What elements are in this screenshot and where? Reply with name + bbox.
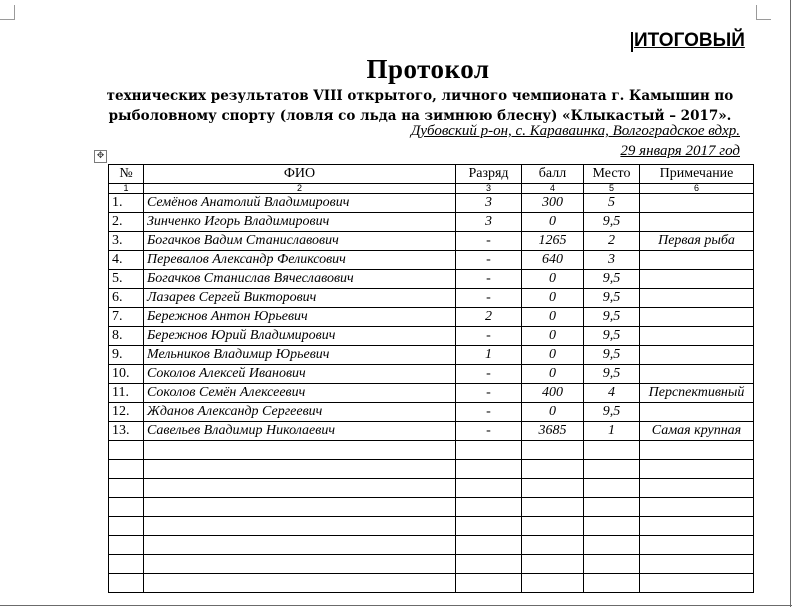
empty-cell[interactable] [640, 517, 754, 536]
table-row [109, 308, 754, 327]
column-number[interactable]: 5 [584, 184, 640, 194]
move-icon[interactable]: ✥ [94, 150, 107, 163]
cell-place[interactable]: 2 [584, 232, 640, 251]
margin-corner-top-left [0, 5, 15, 20]
cell-name[interactable]: Мельников Владимир Юрьевич [144, 346, 456, 365]
cell-score[interactable]: 0 [522, 403, 584, 422]
empty-cell[interactable] [584, 498, 640, 517]
cell-score[interactable]: 0 [522, 308, 584, 327]
document-subtitle[interactable]: технических результатов VIII открытого, личного чемпионата г. Камышин по рыболовному спорту (ловля со льда на зимнюю блесну) «Клыкастый – 2017». [106, 88, 734, 124]
cell-rank[interactable]: - [456, 384, 522, 403]
empty-cell[interactable] [522, 460, 584, 479]
table-row [109, 289, 754, 308]
cell-score[interactable]: 0 [522, 213, 584, 232]
empty-cell[interactable] [584, 555, 640, 574]
cell-rank[interactable]: - [456, 327, 522, 346]
cell-name[interactable]: Жданов Александр Сергеевич [144, 403, 456, 422]
col-header-rank[interactable]: Разряд [456, 165, 522, 184]
text-cursor [631, 32, 633, 52]
empty-cell[interactable] [522, 536, 584, 555]
cell-note[interactable] [640, 251, 754, 270]
cell-name[interactable]: Соколов Алексей Иванович [144, 365, 456, 384]
cell-rank[interactable]: - [456, 365, 522, 384]
empty-cell[interactable] [456, 441, 522, 460]
cell-score[interactable]: 640 [522, 251, 584, 270]
table-row [109, 251, 754, 270]
cell-note[interactable] [640, 346, 754, 365]
cell-rank[interactable]: - [456, 289, 522, 308]
empty-cell[interactable] [456, 498, 522, 517]
cell-number[interactable]: 1. [109, 194, 144, 213]
empty-table-row [109, 574, 754, 593]
empty-table-row [109, 555, 754, 574]
event-location[interactable]: Дубовский р-он, с. Караваинка, Волгоградское вдхр. [410, 123, 740, 139]
cell-number[interactable]: 5. [109, 270, 144, 289]
empty-table-row [109, 479, 754, 498]
cell-number[interactable]: 6. [109, 289, 144, 308]
column-number[interactable]: 6 [640, 184, 754, 194]
cell-rank[interactable]: - [456, 422, 522, 441]
cell-number[interactable]: 10. [109, 365, 144, 384]
table-row [109, 403, 754, 422]
cell-score[interactable]: 0 [522, 365, 584, 384]
empty-cell[interactable] [109, 536, 144, 555]
cell-place[interactable]: 9,5 [584, 346, 640, 365]
cell-rank[interactable]: - [456, 232, 522, 251]
empty-cell[interactable] [144, 460, 456, 479]
empty-cell[interactable] [584, 479, 640, 498]
cell-number[interactable]: 9. [109, 346, 144, 365]
empty-cell[interactable] [456, 517, 522, 536]
table-row [109, 422, 754, 441]
cell-note[interactable] [640, 365, 754, 384]
cell-place[interactable]: 9,5 [584, 308, 640, 327]
column-number[interactable]: 1 [109, 184, 144, 194]
empty-cell[interactable] [109, 574, 144, 593]
empty-cell[interactable] [144, 574, 456, 593]
cell-note[interactable] [640, 194, 754, 213]
cell-score[interactable]: 0 [522, 289, 584, 308]
cell-number[interactable]: 13. [109, 422, 144, 441]
empty-cell[interactable] [584, 574, 640, 593]
cell-score[interactable]: 0 [522, 270, 584, 289]
empty-cell[interactable] [109, 555, 144, 574]
table-row [109, 270, 754, 289]
cell-rank[interactable]: 3 [456, 194, 522, 213]
column-number[interactable]: 3 [456, 184, 522, 194]
cell-place[interactable]: 1 [584, 422, 640, 441]
cell-rank[interactable]: 2 [456, 308, 522, 327]
cell-number[interactable]: 12. [109, 403, 144, 422]
empty-table-row [109, 517, 754, 536]
table-body [109, 194, 754, 593]
cell-name[interactable]: Бережнов Юрий Владимирович [144, 327, 456, 346]
empty-cell[interactable] [640, 498, 754, 517]
page-edge-bottom [0, 605, 792, 606]
empty-cell[interactable] [456, 536, 522, 555]
col-header-place[interactable]: Место [584, 165, 640, 184]
cell-name[interactable]: Савельев Владимир Николаевич [144, 422, 456, 441]
empty-cell[interactable] [640, 574, 754, 593]
empty-cell[interactable] [109, 479, 144, 498]
col-header-note[interactable]: Примечание [640, 165, 754, 184]
empty-cell[interactable] [144, 536, 456, 555]
cell-number[interactable]: 2. [109, 213, 144, 232]
empty-cell[interactable] [640, 555, 754, 574]
cell-score[interactable]: 0 [522, 346, 584, 365]
col-header-number[interactable]: № [109, 165, 144, 184]
cell-rank[interactable]: - [456, 251, 522, 270]
column-number[interactable]: 4 [522, 184, 584, 194]
empty-cell[interactable] [522, 517, 584, 536]
empty-table-row [109, 441, 754, 460]
cell-name[interactable]: Бережнов Антон Юрьевич [144, 308, 456, 327]
empty-cell[interactable] [522, 441, 584, 460]
margin-corner-top-right [756, 5, 771, 20]
cell-score[interactable]: 400 [522, 384, 584, 403]
final-label[interactable]: ИТОГОВЫЙ [634, 30, 745, 51]
table-row [109, 232, 754, 251]
empty-cell[interactable] [456, 574, 522, 593]
empty-cell[interactable] [144, 555, 456, 574]
cell-place[interactable]: 9,5 [584, 270, 640, 289]
empty-cell[interactable] [109, 441, 144, 460]
cell-note[interactable]: Самая крупная [640, 422, 754, 441]
cell-name[interactable]: Богачков Вадим Станиславович [144, 232, 456, 251]
col-header-score[interactable]: балл [522, 165, 584, 184]
cell-place[interactable]: 9,5 [584, 213, 640, 232]
empty-cell[interactable] [109, 498, 144, 517]
cell-place[interactable]: 9,5 [584, 403, 640, 422]
empty-cell[interactable] [456, 479, 522, 498]
table-row [109, 384, 754, 403]
cell-number[interactable]: 3. [109, 232, 144, 251]
cell-name[interactable]: Семёнов Анатолий Владимирович [144, 194, 456, 213]
empty-cell[interactable] [456, 555, 522, 574]
empty-table-row [109, 498, 754, 517]
cell-place[interactable]: 4 [584, 384, 640, 403]
empty-cell[interactable] [144, 517, 456, 536]
cell-note[interactable] [640, 270, 754, 289]
table-row [109, 327, 754, 346]
cell-note[interactable] [640, 289, 754, 308]
empty-cell[interactable] [522, 574, 584, 593]
results-table [108, 164, 754, 593]
table-row [109, 194, 754, 213]
empty-cell[interactable] [522, 498, 584, 517]
cell-name[interactable]: Зинченко Игорь Владимирович [144, 213, 456, 232]
cell-name[interactable]: Богачков Станислав Вячеславович [144, 270, 456, 289]
cell-note[interactable]: Перспективный [640, 384, 754, 403]
cell-name[interactable]: Соколов Семён Алексеевич [144, 384, 456, 403]
cell-note[interactable]: Первая рыба [640, 232, 754, 251]
col-header-name[interactable]: ФИО [144, 165, 456, 184]
event-date[interactable]: 29 января 2017 год [620, 143, 740, 159]
empty-cell[interactable] [456, 460, 522, 479]
table-row [109, 365, 754, 384]
empty-cell[interactable] [522, 555, 584, 574]
empty-cell[interactable] [109, 460, 144, 479]
cell-rank[interactable]: - [456, 270, 522, 289]
cell-place[interactable]: 9,5 [584, 327, 640, 346]
cell-number[interactable]: 7. [109, 308, 144, 327]
cell-rank[interactable]: 3 [456, 213, 522, 232]
empty-cell[interactable] [522, 479, 584, 498]
cell-place[interactable]: 9,5 [584, 289, 640, 308]
cell-number[interactable]: 11. [109, 384, 144, 403]
column-number[interactable]: 2 [144, 184, 456, 194]
cell-rank[interactable]: - [456, 403, 522, 422]
cell-note[interactable] [640, 327, 754, 346]
empty-cell[interactable] [584, 441, 640, 460]
empty-cell[interactable] [584, 536, 640, 555]
cell-place[interactable]: 9,5 [584, 365, 640, 384]
cell-place[interactable]: 5 [584, 194, 640, 213]
empty-cell[interactable] [640, 460, 754, 479]
column-number-row [109, 184, 754, 194]
cell-score[interactable]: 3685 [522, 422, 584, 441]
empty-table-row [109, 460, 754, 479]
cell-rank[interactable]: 1 [456, 346, 522, 365]
cell-number[interactable]: 4. [109, 251, 144, 270]
empty-cell[interactable] [584, 517, 640, 536]
cell-name[interactable]: Перевалов Александр Феликсович [144, 251, 456, 270]
empty-cell[interactable] [144, 498, 456, 517]
cell-number[interactable]: 8. [109, 327, 144, 346]
empty-cell[interactable] [144, 479, 456, 498]
empty-cell[interactable] [640, 441, 754, 460]
cell-name[interactable]: Лазарев Сергей Викторович [144, 289, 456, 308]
empty-cell[interactable] [584, 460, 640, 479]
table-header-row [109, 165, 754, 184]
empty-cell[interactable] [109, 517, 144, 536]
cell-note[interactable] [640, 213, 754, 232]
document-title[interactable]: Протокол [366, 54, 490, 84]
page-edge-right [790, 0, 791, 607]
cell-score[interactable]: 1265 [522, 232, 584, 251]
empty-cell[interactable] [640, 536, 754, 555]
cell-note[interactable] [640, 403, 754, 422]
cell-note[interactable] [640, 308, 754, 327]
empty-cell[interactable] [144, 441, 456, 460]
table-row [109, 213, 754, 232]
empty-cell[interactable] [640, 479, 754, 498]
empty-table-row [109, 536, 754, 555]
cell-score[interactable]: 0 [522, 327, 584, 346]
table-row [109, 346, 754, 365]
cell-score[interactable]: 300 [522, 194, 584, 213]
cell-place[interactable]: 3 [584, 251, 640, 270]
